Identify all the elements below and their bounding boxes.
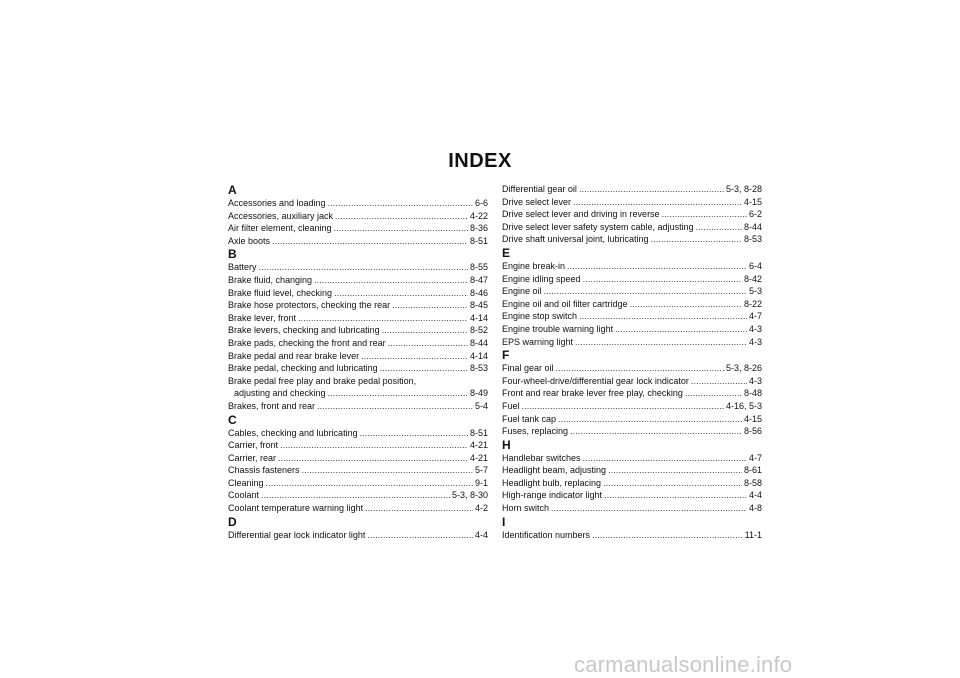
dot-leader — [575, 336, 747, 349]
entry-page: 8-51 — [469, 235, 488, 246]
index-entry — [228, 222, 488, 235]
entry-text: Carrier, rear — [228, 452, 277, 463]
entry-page: 4-4 — [474, 529, 488, 540]
index-entry — [502, 452, 762, 465]
entry-text: High-range indicator light — [502, 490, 603, 501]
dot-leader — [583, 273, 742, 286]
index-entry — [228, 337, 488, 350]
section-letter: F — [502, 348, 510, 363]
entry-page: 8-42 — [743, 273, 762, 284]
dot-leader — [388, 337, 468, 350]
index-entry — [228, 210, 488, 223]
index-entry — [228, 452, 488, 465]
dot-leader — [544, 285, 747, 298]
entry-page: 8-47 — [469, 274, 488, 285]
index-entry — [228, 274, 488, 287]
entry-page: 4-14 — [469, 312, 488, 323]
index-entry — [228, 427, 488, 440]
dot-leader — [280, 439, 468, 452]
index-entry — [502, 336, 762, 349]
dot-leader — [567, 260, 747, 273]
entry-text: Coolant temperature warning light — [228, 503, 364, 514]
entry-text: Drive select lever and driving in reverse — [502, 209, 660, 220]
index-entry — [502, 529, 762, 542]
dot-leader — [651, 233, 742, 246]
index-entry — [502, 310, 762, 323]
dot-leader — [334, 287, 468, 300]
dot-leader — [360, 427, 468, 440]
entry-text: Drive select lever safety system cable, adjusting — [502, 221, 694, 232]
dot-leader — [392, 299, 468, 312]
entry-text: Brake levers, checking and lubricating — [228, 325, 380, 336]
entry-text: Identification numbers — [502, 529, 591, 540]
entry-text: Battery — [228, 262, 257, 273]
entry-page: 5-7 — [474, 465, 488, 476]
index-entry — [228, 261, 488, 274]
entry-page: 5-4 — [474, 400, 488, 411]
dot-leader — [367, 529, 473, 542]
dot-leader — [583, 452, 747, 465]
index-entry — [228, 529, 488, 542]
dot-leader — [328, 197, 473, 210]
entry-text: Headlight bulb, replacing — [502, 477, 602, 488]
dot-leader — [558, 413, 742, 426]
entry-text: Brake fluid, changing — [228, 274, 313, 285]
entry-text: Brake pedal, checking and lubricating — [228, 363, 378, 374]
index-entry — [502, 323, 762, 336]
index-entry — [502, 425, 762, 438]
dot-leader — [259, 261, 468, 274]
entry-page: 5-3, 8-28 — [725, 184, 762, 194]
index-entry — [228, 439, 488, 452]
index-entry — [502, 489, 762, 502]
index-entry — [228, 312, 488, 325]
index-entry — [502, 233, 762, 246]
dot-leader — [630, 298, 742, 311]
dot-leader — [608, 464, 742, 477]
dot-leader — [570, 425, 742, 438]
entry-text: Handlebar switches — [502, 452, 581, 463]
entry-page: 8-48 — [743, 388, 762, 399]
entry-text: Brake fluid level, checking — [228, 287, 333, 298]
section-letter: C — [228, 412, 237, 427]
entry-page: 5-3, 8-30 — [451, 490, 488, 501]
entry-page: 4-3 — [748, 336, 762, 347]
index-entry — [228, 350, 488, 363]
index-entry — [502, 502, 762, 515]
entry-text: adjusting and checking — [234, 388, 326, 399]
dot-leader — [382, 324, 468, 337]
entry-text: Cleaning — [228, 477, 264, 488]
entry-page: 4-3 — [748, 323, 762, 334]
dot-leader — [266, 477, 473, 490]
entry-page: 8-53 — [469, 363, 488, 374]
index-entry — [502, 387, 762, 400]
index-entry — [502, 260, 762, 273]
dot-leader — [361, 350, 468, 363]
index-entry — [502, 375, 762, 388]
entry-text: Front and rear brake lever free play, checking — [502, 388, 683, 399]
index-entry — [502, 221, 762, 234]
index-column-right — [502, 183, 762, 541]
entry-page: 5-3 — [748, 286, 762, 297]
entry-page: 8-55 — [469, 262, 488, 273]
index-entry — [228, 464, 488, 477]
entry-text: Engine oil — [502, 286, 542, 297]
dot-leader — [691, 375, 747, 388]
entry-page: 4-7 — [748, 452, 762, 463]
dot-leader — [556, 362, 724, 375]
index-entry — [228, 400, 488, 413]
entry-text: Brake pedal free play and brake pedal position, — [228, 375, 417, 386]
entry-page: 6-4 — [748, 260, 762, 271]
dot-leader — [579, 183, 724, 196]
entry-page: 8-22 — [743, 298, 762, 309]
entry-page: 8-44 — [743, 221, 762, 232]
entry-page: 6-6 — [474, 198, 488, 208]
entry-page: 8-46 — [469, 287, 488, 298]
entry-text: Final gear oil — [502, 363, 554, 374]
entry-page: 4-21 — [469, 440, 488, 451]
entry-page: 4-15 — [743, 413, 762, 424]
index-entry — [502, 208, 762, 221]
dot-leader — [314, 274, 468, 287]
entry-text: Fuses, replacing — [502, 426, 569, 437]
entry-page: 4-3 — [748, 375, 762, 386]
entry-page: 4-21 — [469, 452, 488, 463]
index-entry — [228, 299, 488, 312]
dot-leader — [573, 196, 742, 209]
index-entry — [502, 273, 762, 286]
entry-page: 11-1 — [744, 529, 762, 540]
dot-leader — [365, 502, 473, 515]
entry-text: Accessories, auxiliary jack — [228, 210, 334, 221]
entry-text: Carrier, front — [228, 440, 279, 451]
index-entry — [502, 477, 762, 490]
dot-leader — [662, 208, 747, 221]
index-entry — [228, 287, 488, 300]
entry-text: Brakes, front and rear — [228, 400, 316, 411]
dot-leader — [615, 323, 747, 336]
entry-page: 8-44 — [469, 337, 488, 348]
section-letter: A — [228, 183, 237, 197]
index-entry — [228, 489, 488, 502]
dot-leader — [522, 400, 724, 413]
entry-text: Drive shaft universal joint, lubricating — [502, 234, 649, 245]
section-letter: D — [228, 514, 237, 529]
index-entry — [502, 298, 762, 311]
dot-leader — [380, 362, 468, 375]
index-entry — [502, 285, 762, 298]
index-entry — [228, 477, 488, 490]
entry-page: 4-8 — [748, 503, 762, 514]
dot-leader — [272, 235, 468, 248]
entry-page: 8-52 — [469, 325, 488, 336]
section-letter: B — [228, 247, 237, 262]
entry-text: Coolant — [228, 490, 260, 501]
entry-text: Brake hose protectors, checking the rear — [228, 300, 391, 311]
index-entry — [228, 375, 488, 388]
section-letter: E — [502, 245, 511, 260]
entry-text: Air filter element, cleaning — [228, 223, 332, 234]
entry-page: 8-36 — [469, 223, 488, 234]
entry-text: Fuel — [502, 400, 520, 411]
entry-page: 4-14 — [469, 350, 488, 361]
entry-page: 8-53 — [743, 234, 762, 245]
index-entry — [228, 235, 488, 248]
dot-leader — [685, 387, 742, 400]
entry-page: 8-49 — [469, 388, 488, 399]
index-entry — [502, 464, 762, 477]
index-entry — [228, 502, 488, 515]
entry-text: Fuel tank cap — [502, 413, 557, 424]
entry-page: 4-7 — [748, 311, 762, 322]
entry-text: Cables, checking and lubricating — [228, 427, 358, 438]
entry-text: Drive select lever — [502, 196, 572, 207]
entry-text: Engine break-in — [502, 260, 566, 271]
index-entry — [228, 362, 488, 375]
dot-leader — [261, 489, 450, 502]
index-column-left — [228, 183, 488, 541]
dot-leader — [317, 400, 473, 413]
index-entry — [502, 413, 762, 426]
entry-text: Differential gear oil — [502, 184, 577, 194]
entry-text: Chassis fasteners — [228, 465, 300, 476]
entry-text: Engine oil and oil filter cartridge — [502, 298, 628, 309]
entry-text: Engine stop switch — [502, 311, 578, 322]
entry-text: Engine trouble warning light — [502, 323, 614, 334]
dot-leader — [302, 464, 473, 477]
entry-text: Accessories and loading — [228, 198, 326, 208]
dot-leader — [592, 529, 743, 542]
entry-page: 4-15 — [743, 196, 762, 207]
dot-leader — [278, 452, 468, 465]
entry-page: 4-4 — [748, 490, 762, 501]
index-entry — [502, 400, 762, 413]
entry-text: Engine idling speed — [502, 273, 581, 284]
entry-text: Headlight beam, adjusting — [502, 465, 607, 476]
dot-leader — [335, 210, 468, 223]
entry-text: Differential gear lock indicator light — [228, 529, 366, 540]
entry-page: 8-58 — [743, 477, 762, 488]
dot-leader — [579, 310, 747, 323]
entry-page: 6-2 — [748, 209, 762, 220]
index-entry — [502, 362, 762, 375]
entry-page: 8-61 — [743, 465, 762, 476]
entry-text: Brake lever, front — [228, 312, 297, 323]
index-entry — [228, 324, 488, 337]
entry-page: 4-22 — [469, 210, 488, 221]
watermark: carmanualsonline.info — [574, 652, 793, 677]
entry-text: Horn switch — [502, 503, 550, 514]
entry-page: 5-3, 8-26 — [725, 363, 762, 374]
dot-leader — [696, 221, 742, 234]
entry-text: Four-wheel-drive/differential gear lock indicator — [502, 375, 689, 386]
entry-text: Brake pedal and rear brake lever — [228, 350, 360, 361]
entry-text: Axle boots — [228, 235, 271, 246]
entry-page: 4-16, 5-3 — [725, 400, 762, 411]
index-entry — [228, 387, 488, 400]
dot-leader — [551, 502, 747, 515]
dot-leader — [328, 387, 468, 400]
dot-leader — [298, 312, 468, 325]
entry-page: 4-2 — [474, 503, 488, 514]
entry-text: EPS warning light — [502, 336, 574, 347]
entry-page: 8-56 — [743, 426, 762, 437]
entry-page: 8-45 — [469, 300, 488, 311]
index-entry — [502, 196, 762, 209]
index-entry — [502, 183, 762, 196]
dot-leader — [334, 222, 468, 235]
section-letter: H — [502, 437, 511, 452]
dot-leader — [604, 489, 747, 502]
entry-page: 9-1 — [474, 477, 488, 488]
entry-text: Brake pads, checking the front and rear — [228, 337, 386, 348]
index-entry — [228, 197, 488, 210]
dot-leader — [603, 477, 742, 490]
page-title: INDEX — [448, 150, 512, 172]
section-letter: I — [502, 514, 506, 529]
entry-page: 8-51 — [469, 427, 488, 438]
